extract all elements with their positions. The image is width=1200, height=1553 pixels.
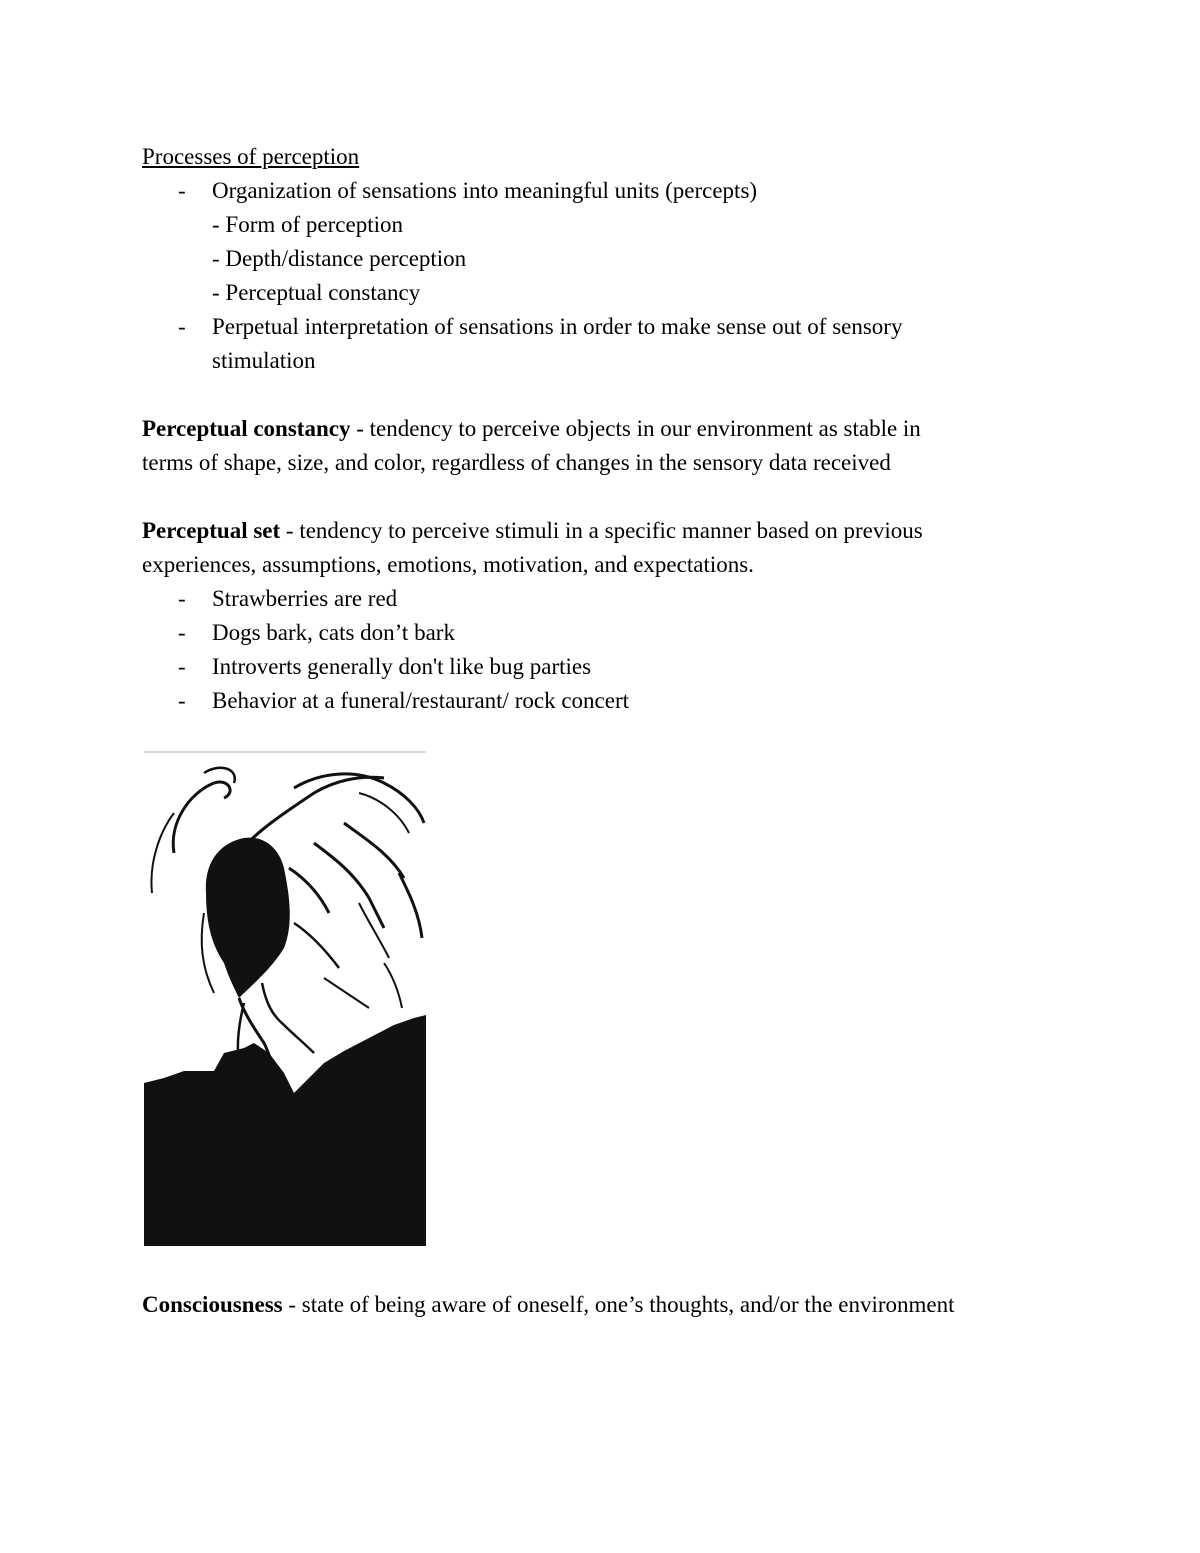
list-item-text: Behavior at a funeral/restaurant/ rock concert <box>212 688 629 713</box>
processes-heading: Processes of perception <box>142 144 360 169</box>
sub-list-item: - Depth/distance perception <box>212 246 467 271</box>
bullet-dash: - <box>178 654 186 679</box>
bullet-dash: - <box>178 586 186 611</box>
sub-list-item: - Perceptual constancy <box>212 280 421 305</box>
definition-text: experiences, assumptions, emotions, motivation, and expectations. <box>142 552 754 577</box>
old-young-woman-illusion-image <box>144 753 426 1246</box>
list-item-continuation: stimulation <box>212 348 316 373</box>
definition-text: - state of being aware of oneself, one’s thoughts, and/or the environment <box>282 1292 955 1317</box>
perceptual-set-paragraph <box>142 514 1062 718</box>
term-consciousness: Consciousness <box>142 1292 283 1317</box>
list-item-text: Organization of sensations into meaningful units (percepts) <box>212 178 758 203</box>
document-body <box>142 140 1062 718</box>
bullet-dash: - <box>178 178 186 203</box>
bullet-dash: - <box>178 314 186 339</box>
definition-text: terms of shape, size, and color, regardless of changes in the sensory data received <box>142 450 891 475</box>
sub-list-item: - Form of perception <box>212 212 403 237</box>
list-item-text: Perpetual interpretation of sensations in order to make sense out of sensory <box>212 314 903 339</box>
list-item <box>142 582 1062 616</box>
bullet-dash: - <box>178 620 186 645</box>
consciousness-paragraph <box>142 1288 955 1322</box>
definition-text: - tendency to perceive objects in our environment as stable in <box>350 416 921 441</box>
list-item-text: Dogs bark, cats don’t bark <box>212 620 455 645</box>
list-item <box>142 684 1062 718</box>
term-perceptual-set: Perceptual set <box>142 518 281 543</box>
list-item <box>142 616 1062 650</box>
list-item-text: Introverts generally don't like bug parties <box>212 654 592 679</box>
illusion-figure <box>144 751 426 1248</box>
list-item <box>142 650 1062 684</box>
list-item <box>142 174 1062 208</box>
constancy-paragraph <box>142 412 1062 480</box>
list-item <box>142 310 1062 344</box>
term-perceptual-constancy: Perceptual constancy <box>142 416 351 441</box>
bullet-dash: - <box>178 688 186 713</box>
definition-text: - tendency to perceive stimuli in a specific manner based on previous <box>280 518 923 543</box>
list-item-text: Strawberries are red <box>212 586 398 611</box>
